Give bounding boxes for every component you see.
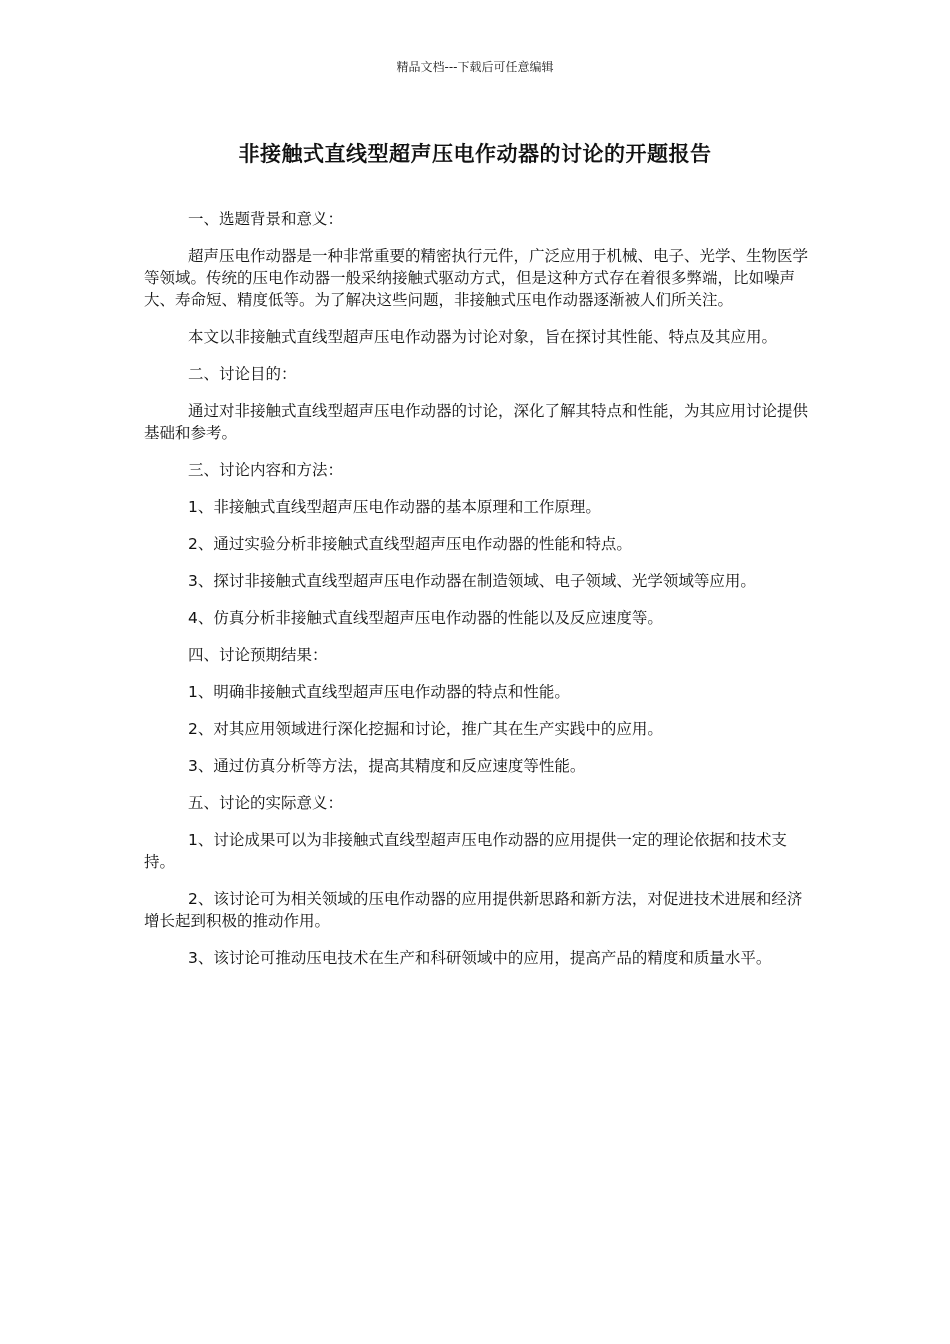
section-heading-purpose: 二、讨论目的： [188,365,297,383]
list-item-significance-3: 3、该讨论可推动压电技术在生产和科研领域中的应用，提高产品的精度和质量水平。 [188,949,772,967]
list-item-result-3: 3、通过仿真分析等方法，提高其精度和反应速度等性能。 [188,757,586,775]
list-item-significance-1: 1、讨论成果可以为非接触式直线型超声压电作动器的应用提供一定的理论依据和技术支持。 [144,831,787,871]
list-item-content-4: 4、仿真分析非接触式直线型超声压电作动器的性能以及反应速度等。 [188,609,663,627]
list-item-content-2: 2、通过实验分析非接触式直线型超声压电作动器的性能和特点。 [188,535,632,553]
section-heading-significance: 五、讨论的实际意义： [188,794,344,812]
section-heading-content-method: 三、讨论内容和方法： [188,461,344,479]
list-item-content-1: 1、非接触式直线型超声压电作动器的基本原理和工作原理。 [188,498,601,516]
list-item-result-2: 2、对其应用领域进行深化挖掘和讨论，推广其在生产实践中的应用。 [188,720,663,738]
section-heading-expected-results: 四、讨论预期结果： [188,646,328,664]
paragraph-purpose: 通过对非接触式直线型超声压电作动器的讨论，深化了解其特点和性能，为其应用讨论提供基础和参考。 [144,402,809,442]
header-note: 精品文档---下载后可任意编辑 [396,60,554,74]
paragraph-scope: 本文以非接触式直线型超声压电作动器为讨论对象，旨在探讨其性能、特点及其应用。 [188,328,778,346]
section-heading-background: 一、选题背景和意义： [188,210,344,228]
document-title: 非接触式直线型超声压电作动器的讨论的开题报告 [238,142,712,166]
list-item-significance-2: 2、该讨论可为相关领域的压电作动器的应用提供新思路和新方法，对促进技术进展和经济增长起到积极的推动作用。 [144,890,803,930]
list-item-content-3: 3、探讨非接触式直线型超声压电作动器在制造领域、电子领域、光学领域等应用。 [188,572,756,590]
paragraph-background: 超声压电作动器是一种非常重要的精密执行元件，广泛应用于机械、电子、光学、生物医学等领域。传统的压电作动器一般采纳接触式驱动方式，但是这种方式存在着很多弊端，比如噪声大、寿命短、精度低等。为了解决这些问题，非接触式压电作动器逐渐被人们所关注。 [144,247,809,309]
document-body [144,208,808,984]
list-item-result-1: 1、明确非接触式直线型超声压电作动器的特点和性能。 [188,683,570,701]
